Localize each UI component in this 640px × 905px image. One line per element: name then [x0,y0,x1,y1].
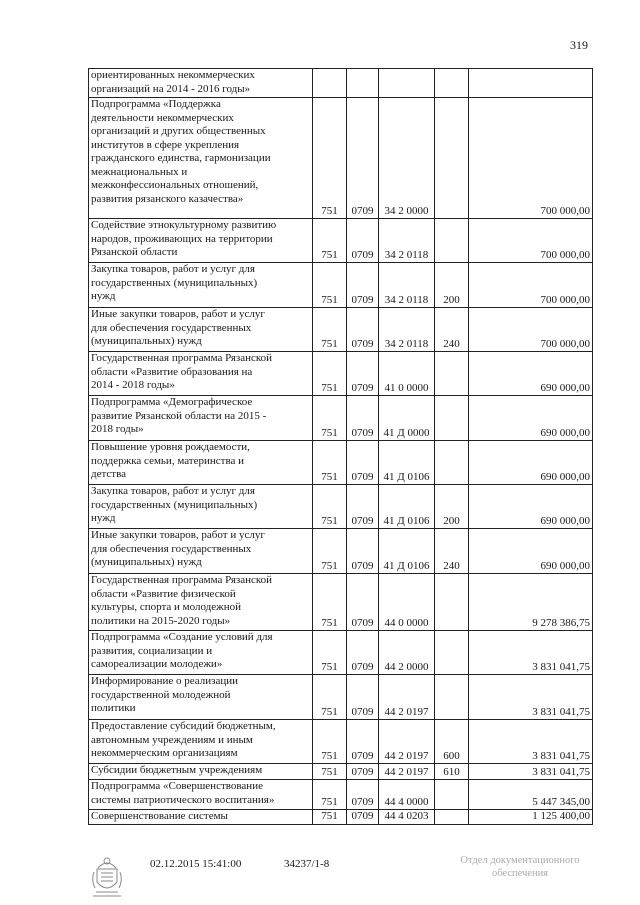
row-target-article-cell: 34 2 0118 [379,263,435,308]
row-name-cell: Подпрограмма «Совершенствование системы патриотического воспитания» [89,780,313,810]
row-target-article-cell: 44 2 0197 [379,675,435,720]
row-target-article-cell: 34 2 0118 [379,219,435,263]
row-section-cell: 0709 [347,485,379,529]
row-expense-type-cell [435,98,469,219]
row-target-article-cell: 34 2 0000 [379,98,435,219]
table-row [89,810,593,825]
row-name-cell: Государственная программа Рязанской области «Развитие образования на 2014 - 2018 годы» [89,352,313,396]
row-name-cell: Подпрограмма «Создание условий для развития, социализации и самореализации молодежи» [89,631,313,675]
row-section-cell: 0709 [347,720,379,764]
row-amount-cell: 690 000,00 [469,441,593,485]
row-name-cell: Государственная программа Рязанской области «Развитие физической культуры, спорта и молодежной политики на 2015-2020 годы» [89,574,313,631]
row-amount-cell [469,69,593,98]
row-section-cell: 0709 [347,308,379,352]
footer-date: 02.12.2015 15:41:00 [150,858,242,870]
page-number: 319 [570,38,588,52]
row-grbs-cell: 751 [313,219,347,263]
table-row [89,308,593,352]
row-name-cell: Подпрограмма «Демографическое развитие Рязанской области на 2015 - 2018 годы» [89,396,313,441]
budget-table [88,68,593,825]
row-section-cell: 0709 [347,98,379,219]
table-row [89,396,593,441]
row-name-cell: Повышение уровня рождаемости, поддержка семьи, материнства и детства [89,441,313,485]
row-section-cell: 0709 [347,764,379,780]
stamp-line-1: Отдел документационного [460,855,580,866]
row-section-cell: 0709 [347,352,379,396]
row-expense-type-cell: 240 [435,308,469,352]
table-row [89,441,593,485]
row-grbs-cell [313,69,347,98]
row-expense-type-cell [435,631,469,675]
row-target-article-cell: 44 2 0197 [379,720,435,764]
row-amount-cell: 3 831 041,75 [469,720,593,764]
row-section-cell: 0709 [347,529,379,574]
row-target-article-cell: 41 Д 0000 [379,396,435,441]
footer-doc-number: 34237/1-8 [284,858,330,870]
row-target-article-cell: 41 Д 0106 [379,441,435,485]
row-expense-type-cell [435,574,469,631]
row-amount-cell: 3 831 041,75 [469,764,593,780]
row-amount-cell: 690 000,00 [469,485,593,529]
table-row [89,529,593,574]
row-name-cell: Информирование о реализации государственной молодежной политики [89,675,313,720]
row-name-cell: Закупка товаров, работ и услуг для государственных (муниципальных) нужд [89,263,313,308]
row-grbs-cell: 751 [313,780,347,810]
row-amount-cell: 700 000,00 [469,263,593,308]
row-grbs-cell: 751 [313,263,347,308]
row-name-cell: Субсидии бюджетным учреждениям [89,764,313,780]
row-name-cell: ориентированных некоммерческих организаций на 2014 - 2016 годы» [89,69,313,98]
row-grbs-cell: 751 [313,720,347,764]
row-expense-type-cell [435,352,469,396]
row-amount-cell: 5 447 345,00 [469,780,593,810]
row-grbs-cell: 751 [313,631,347,675]
stamp-line-2: обеспечения [491,868,549,879]
row-section-cell: 0709 [347,780,379,810]
row-amount-cell: 690 000,00 [469,396,593,441]
table-row [89,631,593,675]
row-grbs-cell: 751 [313,529,347,574]
row-target-article-cell: 44 4 0000 [379,780,435,810]
table-row [89,98,593,219]
budget-table-body [89,69,593,825]
table-row [89,352,593,396]
row-target-article-cell: 44 2 0000 [379,631,435,675]
row-section-cell: 0709 [347,631,379,675]
row-grbs-cell: 751 [313,764,347,780]
table-row [89,485,593,529]
row-amount-cell: 9 278 386,75 [469,574,593,631]
row-grbs-cell: 751 [313,485,347,529]
row-amount-cell: 690 000,00 [469,529,593,574]
row-name-cell: Содействие этнокультурному развитию народов, проживающих на территории Рязанской области [89,219,313,263]
row-expense-type-cell: 600 [435,720,469,764]
row-grbs-cell: 751 [313,396,347,441]
table-row [89,675,593,720]
table-row [89,780,593,810]
row-amount-cell: 1 125 400,00 [469,810,593,825]
row-expense-type-cell: 240 [435,529,469,574]
row-target-article-cell: 44 4 0203 [379,810,435,825]
row-name-cell: Подпрограмма «Поддержка деятельности некоммерческих организаций и других общественных институтов в сфере укрепления гражданского единства, гармонизации межнациональных и межконфессиональных отношений, развития рязанского казачества» [89,98,313,219]
row-expense-type-cell [435,780,469,810]
row-expense-type-cell [435,810,469,825]
row-grbs-cell: 751 [313,308,347,352]
row-amount-cell: 3 831 041,75 [469,675,593,720]
department-stamp [440,854,600,880]
row-grbs-cell: 751 [313,810,347,825]
table-row [89,720,593,764]
row-amount-cell: 690 000,00 [469,352,593,396]
page-footer [0,852,640,902]
row-amount-cell: 3 831 041,75 [469,631,593,675]
row-grbs-cell: 751 [313,574,347,631]
row-grbs-cell: 751 [313,98,347,219]
row-expense-type-cell [435,69,469,98]
row-section-cell [347,69,379,98]
row-grbs-cell: 751 [313,441,347,485]
row-amount-cell: 700 000,00 [469,308,593,352]
row-target-article-cell: 44 2 0197 [379,764,435,780]
coat-of-arms-emblem-icon [90,854,124,898]
row-name-cell: Совершенствование системы [89,810,313,825]
table-row [89,69,593,98]
row-target-article-cell: 41 Д 0106 [379,485,435,529]
row-section-cell: 0709 [347,263,379,308]
row-name-cell: Иные закупки товаров, работ и услуг для обеспечения государственных (муниципальных) нужд [89,308,313,352]
row-name-cell: Иные закупки товаров, работ и услуг для обеспечения государственных (муниципальных) нужд [89,529,313,574]
row-expense-type-cell [435,396,469,441]
row-target-article-cell: 44 0 0000 [379,574,435,631]
table-row [89,764,593,780]
row-section-cell: 0709 [347,396,379,441]
row-target-article-cell [379,69,435,98]
table-row [89,263,593,308]
row-expense-type-cell: 200 [435,485,469,529]
row-section-cell: 0709 [347,675,379,720]
row-section-cell: 0709 [347,574,379,631]
row-amount-cell: 700 000,00 [469,219,593,263]
row-name-cell: Закупка товаров, работ и услуг для государственных (муниципальных) нужд [89,485,313,529]
row-expense-type-cell [435,219,469,263]
table-row [89,219,593,263]
row-amount-cell: 700 000,00 [469,98,593,219]
row-target-article-cell: 41 0 0000 [379,352,435,396]
row-section-cell: 0709 [347,219,379,263]
row-expense-type-cell: 610 [435,764,469,780]
table-row [89,574,593,631]
row-section-cell: 0709 [347,810,379,825]
row-target-article-cell: 34 2 0118 [379,308,435,352]
row-section-cell: 0709 [347,441,379,485]
row-grbs-cell: 751 [313,675,347,720]
row-target-article-cell: 41 Д 0106 [379,529,435,574]
row-grbs-cell: 751 [313,352,347,396]
row-name-cell: Предоставление субсидий бюджетным, автономным учреждениям и иным некоммерческим организациям [89,720,313,764]
row-expense-type-cell [435,441,469,485]
row-expense-type-cell: 200 [435,263,469,308]
row-expense-type-cell [435,675,469,720]
